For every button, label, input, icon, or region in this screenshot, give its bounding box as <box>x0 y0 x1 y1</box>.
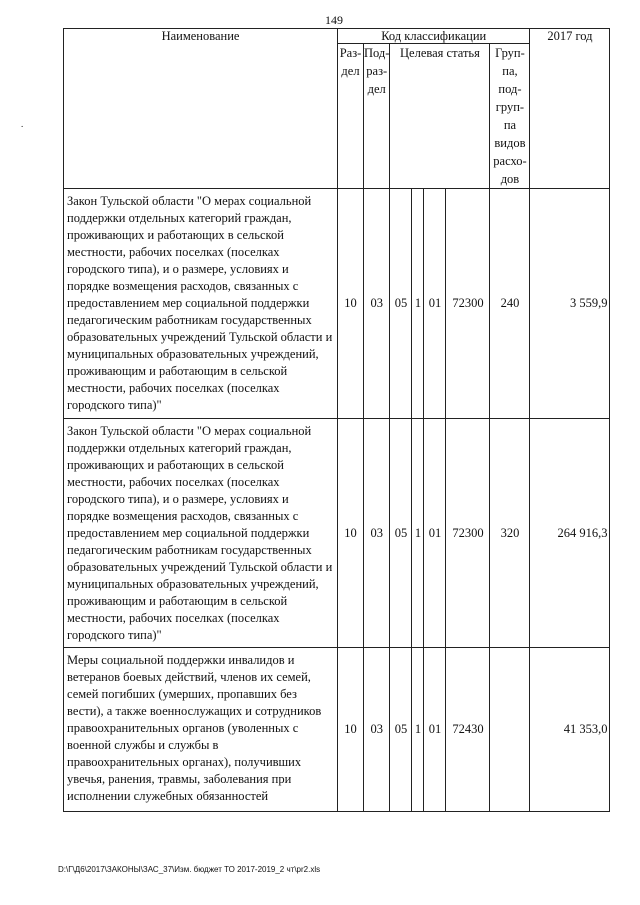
row-name: Закон Тульской области "О мерах социальной поддержки отдельных категорий граждан, проживающих и работающих в сельской местности, рабочих поселках (поселках городского типа), и о размере, условиях и порядке возмещения расходов, связанных с предоставлением мер социальной поддержки педагогическим работникам государственных образовательных учреждений Тульской области и муниципальных образовательных учреждений, проживающим и работающим в сельской местности, рабочих поселках (поселках городского типа)" <box>64 419 338 648</box>
header-name: Наименование <box>64 29 338 189</box>
row-amount: 41 353,0 <box>530 648 610 812</box>
row-section: 10 <box>338 189 364 419</box>
row-target-direction: 72430 <box>446 648 490 812</box>
row-amount: 264 916,3 <box>530 419 610 648</box>
header-classification: Код классификации <box>338 29 530 44</box>
row-target-program: 05 <box>390 419 412 648</box>
row-expense-group: 320 <box>490 419 530 648</box>
table-row <box>64 419 610 648</box>
row-target-event: 01 <box>424 648 446 812</box>
row-name: Меры социальной поддержки инвалидов и ветеранов боевых действий, членов их семей, семей погибших (умерших, пропавших без вести), а также военнослужащих и сотрудников правоохранительных органов (уволенных с военной службы и службы в правоохранительных органах), получивших увечья, ранения, травмы, заболевания при исполнении служебных обязанностей <box>64 648 338 812</box>
row-section: 10 <box>338 419 364 648</box>
row-target-subprogram: 1 <box>412 419 424 648</box>
row-target-direction: 72300 <box>446 189 490 419</box>
row-target-program: 05 <box>390 648 412 812</box>
row-name: Закон Тульской области "О мерах социальной поддержки отдельных категорий граждан, проживающих и работающих в сельской местности, рабочих поселках (поселках городского типа), и о размере, условиях и порядке возмещения расходов, связанных с предоставлением мер социальной поддержки педагогическим работникам государственных образовательных учреждений Тульской области и муниципальных образовательных учреждений, проживающим и работающим в сельской местности, рабочих поселках (поселках городского типа)" <box>64 189 338 419</box>
header-subsection: Под- раз- дел <box>364 44 390 189</box>
header-target: Целевая статья <box>390 44 490 189</box>
row-target-event: 01 <box>424 419 446 648</box>
margin-mark: . <box>21 119 24 129</box>
row-subsection: 03 <box>364 648 390 812</box>
row-expense-group <box>490 648 530 812</box>
header-year: 2017 год <box>530 29 610 189</box>
file-path-footer: D:\Г\Д6\2017\ЗАКОНЫ\ЗАС_37\Изм. бюджет ТО 2017-2019_2 чт\pr2.xls <box>58 865 321 874</box>
row-subsection: 03 <box>364 189 390 419</box>
row-target-subprogram: 1 <box>412 189 424 419</box>
row-target-direction: 72300 <box>446 419 490 648</box>
header-expense-group: Груп- па, под- груп- па видов расхо- дов <box>490 44 530 189</box>
table-row <box>64 189 610 419</box>
table-row <box>64 648 610 812</box>
budget-table <box>63 28 610 812</box>
header-section: Раз- дел <box>338 44 364 189</box>
row-expense-group: 240 <box>490 189 530 419</box>
row-amount: 3 559,9 <box>530 189 610 419</box>
row-target-event: 01 <box>424 189 446 419</box>
row-target-subprogram: 1 <box>412 648 424 812</box>
row-target-program: 05 <box>390 189 412 419</box>
row-section: 10 <box>338 648 364 812</box>
header-row-1 <box>64 29 610 44</box>
row-subsection: 03 <box>364 419 390 648</box>
page-number: 149 <box>325 13 343 27</box>
